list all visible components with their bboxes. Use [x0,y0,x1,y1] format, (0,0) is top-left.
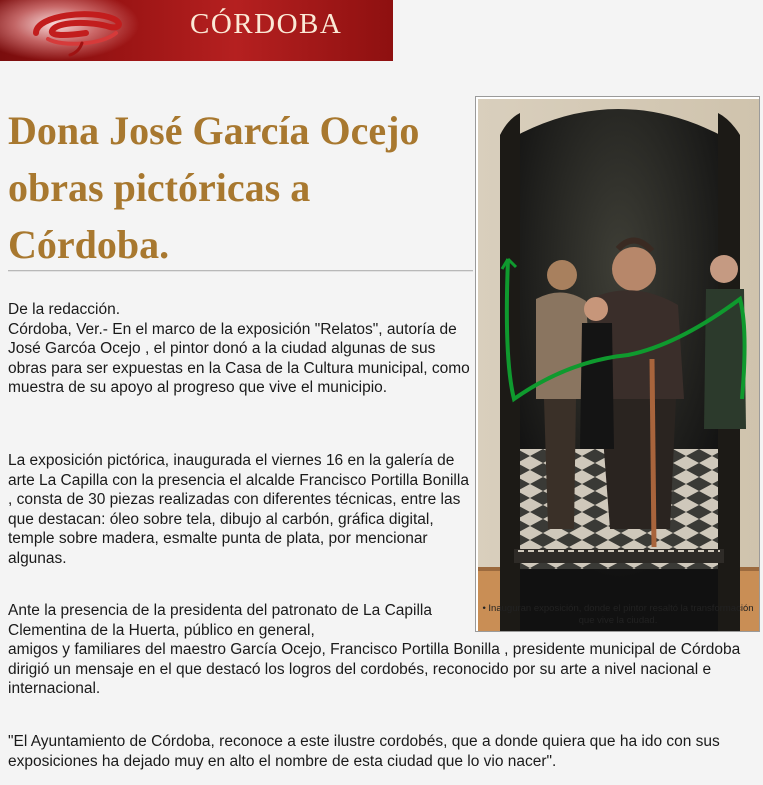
site-banner[interactable] [0,0,393,61]
article-photo [478,99,759,631]
article-paragraph [8,601,760,699]
article-lead [8,300,473,398]
article-paragraph-rest: amigos y familiares del maestro García Ocejo, Francisco Portilla Bonilla , presidente municipal de Córdoba dirigió un mensaje en el que destacó los logros del cordobés, reconocido por su arte a nivel nacional e internacional. [8,641,741,697]
article-paragraph: Córdoba, Ver.- En el marco de la exposición "Relatos", autoría de José Garcóa Ocejo , el pintor donó a la ciudad algunas de sus obras para ser expuestas en la Casa de la Cultura municipal, como muestra de su apoyo al progreso que vive el municipio. [8,320,470,396]
article-paragraph-start: Ante la presencia de la presidenta del patronato de La Capilla Clementina de la Huerta, público en general, [8,602,432,639]
title-divider [8,270,473,272]
article-title: Dona José García Ocejo obras pictóricas a Córdoba. [8,108,420,267]
article-paragraph: La exposición pictórica, inaugurada el viernes 16 en la galería de arte La Capilla con la presencia el alcalde Francisco Portilla Bonilla , consta de 30 piezas realizadas con diferentes técnicas, entre las que destacan: óleo sobre tela, dibujo al carbón, gráfica digital, temple sobre madera, esmalte punta de plata, por mencionar algunas. [8,452,469,567]
article-photo-frame [475,96,760,632]
article-quote: "El Ayuntamiento de Córdoba, reconoce a este ilustre cordobés, que a donde quiera que ha ido con sus exposiciones ha dejado muy en alto el nombre de esta ciudad que lo vio nacer". [8,733,720,770]
swirl-logo-icon [22,3,132,59]
site-name: CÓRDOBA [190,8,343,40]
article-byline: De la redacción. [8,301,121,318]
photo-caption: • Inauguran exposición, donde el pintor resaltó la transformación que vive la ciudad. [482,603,754,626]
